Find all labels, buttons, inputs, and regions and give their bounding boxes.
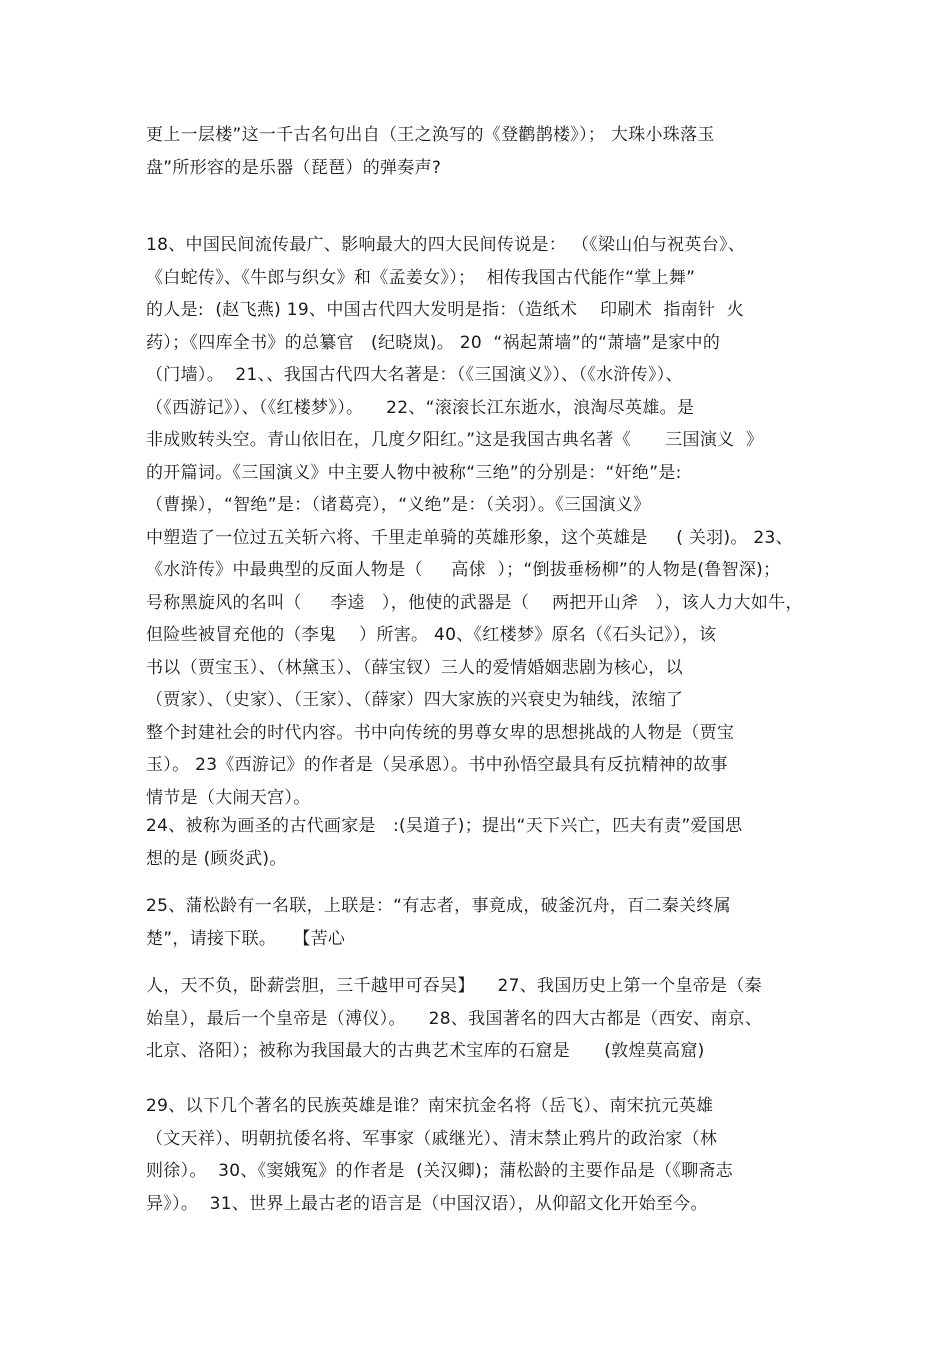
text-line: 号称黑旋风的名叫（ 李逵 ），他使的武器是（ 两把开山斧 ），该人力大如牛， — [146, 592, 803, 613]
text-line: 更上一层楼”这一千古名句出自（王之涣写的《登鹳鹊楼》）； 大珠小珠落玉 — [146, 125, 715, 145]
text-line: 楚”，请接下联。 【苦心 — [146, 928, 346, 949]
text-line: 29、以下几个著名的民族英雄是谁？南宋抗金名将（岳飞）、南宋抗元英雄 — [146, 1096, 714, 1116]
text-line: （《西游记》）、（《红楼梦》）。 22、“滚滚长江东逝水，浪淘尽英雄。是 — [146, 397, 695, 418]
text-line: 非成败转头空。青山依旧在，几度夕阳红。”这是我国古典名著《 三国演义 》 — [146, 430, 764, 450]
text-line: 人，天不负，卧薪尝胆，三千越甲可吞吴】 27、我国历史上第一个皇帝是（秦 — [146, 976, 762, 996]
text-line: 始皇），最后一个皇帝是（溥仪）。 28、我国著名的四大古都是（西安、南京、 — [146, 1008, 763, 1029]
text-line: 盘”所形容的是乐器（琵琶）的弹奏声? — [146, 157, 442, 178]
text-line: 异》）。 31、世界上最古老的语言是（中国汉语），从仰韶文化开始至今。 — [146, 1193, 708, 1214]
text-line: 中塑造了一位过五关斩六将、千里走单骑的英雄形象，这个英雄是 ( 关羽)。 23、 — [146, 527, 793, 548]
text-line: 情节是（大闹天宫）。 — [146, 787, 311, 808]
text-line: 北京、洛阳）；被称为我国最大的古典艺术宝库的石窟是 (敦煌莫高窟) — [146, 1041, 705, 1061]
text-line: 玉）。 23《西游记》的作者是（吴承恩）。书中孙悟空最具有反抗精神的故事 — [146, 755, 728, 775]
text-line: 药）；《四库全书》的总纂官 (纪晓岚)。 20 “祸起萧墙”的“萧墙”是家中的 — [146, 332, 721, 353]
text-line: 《水浒传》中最典型的反面人物是（ 高俅 ）；“倒拔垂杨柳”的人物是(鲁智深)； — [146, 560, 781, 580]
text-line: 书以（贾宝玉）、（林黛玉）、（薛宝钗）三人的爱情婚姻悲剧为核心，以 — [146, 657, 683, 678]
text-line: 的开篇词。《三国演义》中主要人物中被称“三绝”的分别是：“奸绝”是: — [146, 462, 682, 483]
text-line: 《白蛇传》、《牛郎与织女》和《孟姜女》）； 相传我国古代能作“掌上舞” — [146, 267, 696, 288]
paragraph-painter-saint — [146, 810, 836, 875]
text-line: 整个封建社会的时代内容。书中向传统的男尊女卑的思想挑战的人物是（贾宝 — [146, 722, 735, 743]
text-line: 则徐）。 30、《窦娥冤》的作者是 (关汉卿)；蒲松龄的主要作品是（《聊斋志 — [146, 1161, 734, 1181]
paragraph-legends-and-classics — [146, 229, 836, 814]
text-line: 的人是: (赵飞燕) 19、中国古代四大发明是指：（造纸术 印刷术 指南针 火 — [146, 300, 745, 320]
text-line: 想的是 (顾炎武)。 — [146, 848, 287, 869]
text-line: （贾家）、（史家）、（王家）、（薛家）四大家族的兴衰史为轴线，浓缩了 — [146, 690, 684, 710]
text-line: 但险些被冒充他的（李鬼 ）所害。 40、《红楼梦》原名（《石头记》），该 — [146, 625, 717, 645]
text-line: 25、蒲松龄有一名联，上联是：“有志者，事竟成，破釜沉舟，百二秦关终属 — [146, 896, 731, 916]
text-line: 24、被称为画圣的古代画家是 :(吴道子)；提出“天下兴亡，匹夫有责”爱国思 — [146, 816, 743, 836]
paragraph-pu-songling-couplet — [146, 890, 836, 955]
text-line: （文天祥）、明朝抗倭名将、军事家（戚继光）、清末禁止鸦片的政治家（林 — [146, 1128, 718, 1149]
text-line: （门墙）。 21、、我国古代四大名著是：（《三国演义》）、（《水浒传》）、 — [146, 365, 683, 385]
paragraph-national-heroes — [146, 1090, 836, 1220]
paragraph-wangzhihuan — [146, 119, 836, 184]
paragraph-emperors-and-capitals — [146, 970, 836, 1068]
text-line: （曹操），“智绝”是：（诸葛亮），“义绝”是：（关羽）。《三国演义》 — [146, 495, 651, 515]
text-line: 18、中国民间流传最广、影响最大的四大民间传说是： （《梁山伯与祝英台》、 — [146, 235, 746, 255]
